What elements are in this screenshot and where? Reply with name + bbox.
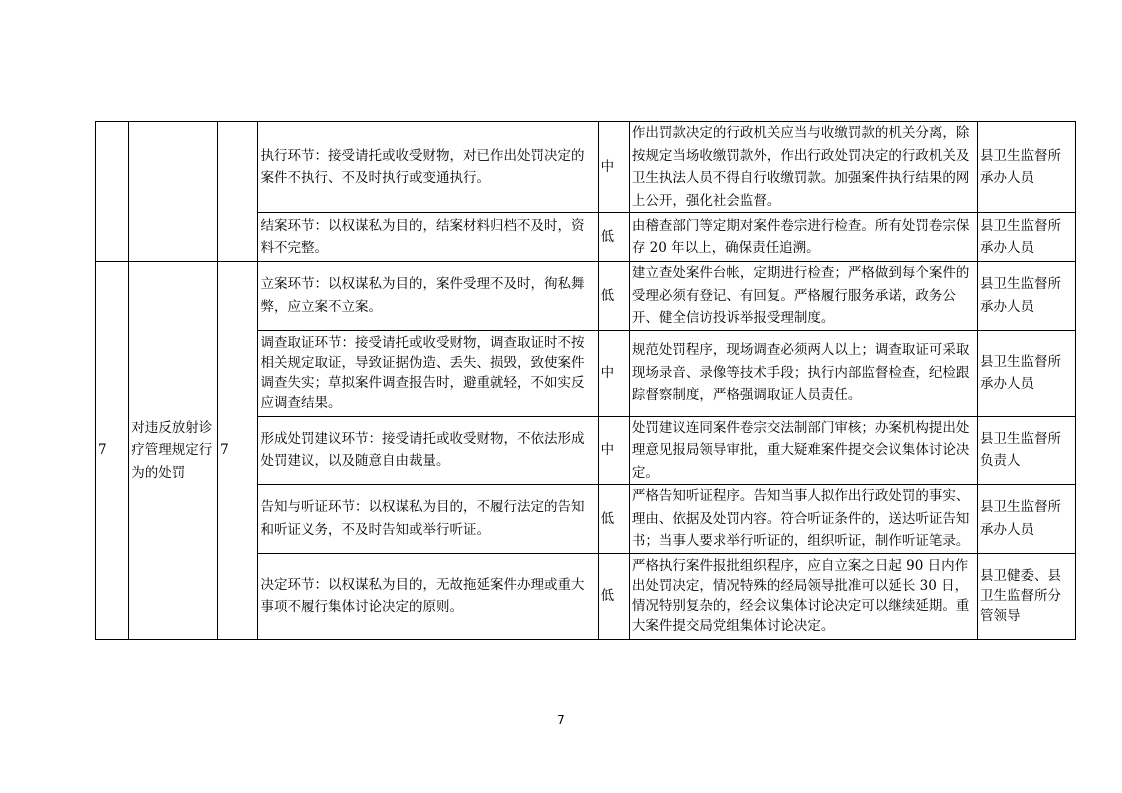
responsible-cell: 县卫生监督所承办人员 <box>978 485 1076 554</box>
table-row <box>96 122 1076 213</box>
table-row <box>96 262 1076 331</box>
level-cell: 低 <box>598 485 629 554</box>
risk-cell: 决定环节：以权谋私为目的，无故拖延案件办理或重大事项不履行集体讨论决定的原则。 <box>258 553 598 639</box>
level-cell: 低 <box>598 553 629 639</box>
risk-cell: 结案环节：以权谋私为目的，结案材料归档不及时，资料不完整。 <box>258 213 598 262</box>
risk-cell: 形成处罚建议环节：接受请托或收受财物，不依法形成处罚建议，以及随意自由裁量。 <box>258 416 598 485</box>
risk-cell: 告知与听证环节：以权谋私为目的，不履行法定的告知和听证义务，不及时告知或举行听证。 <box>258 485 598 554</box>
responsible-cell: 县卫生监督所承办人员 <box>978 330 1076 416</box>
risk-table <box>95 121 1076 640</box>
measure-cell: 严格告知听证程序。告知当事人拟作出行政处罚的事实、理由、依据及处罚内容。符合听证条件的，送达听证告知书；当事人要求举行听证的，组织听证，制作听证笔录。 <box>629 485 977 554</box>
responsible-cell: 县卫健委、县卫生监督所分管领导 <box>978 553 1076 639</box>
measure-cell: 处罚建议连同案件卷宗交法制部门审核；办案机构提出处理意见报局领导审批，重大疑难案件提交会议集体讨论决定。 <box>629 416 977 485</box>
code-cell: 7 <box>218 262 258 640</box>
risk-cell: 调查取证环节：接受请托或收受财物，调查取证时不按相关规定取证，导致证据伪造、丢失、损毁，致使案件调查失实；草拟案件调查报告时，避重就轻，不如实反应调查结果。 <box>258 330 598 416</box>
level-cell: 中 <box>598 330 629 416</box>
no-cell <box>96 122 129 262</box>
level-cell: 中 <box>598 122 629 213</box>
level-cell: 低 <box>598 262 629 331</box>
level-cell: 低 <box>598 213 629 262</box>
no-cell: 7 <box>96 262 129 640</box>
measure-cell: 规范处罚程序，现场调查必须两人以上；调查取证可采取现场录音、录像等技术手段；执行内部监督检查，纪检跟踪督察制度，严格强调取证人员责任。 <box>629 330 977 416</box>
item-cell <box>129 122 218 262</box>
measure-cell: 严格执行案件报批组织程序，应自立案之日起 90 日内作出处罚决定，情况特殊的经局领导批准可以延长 30 日，情况特别复杂的，经会议集体讨论决定可以继续延期。重大案件提交局党组集体讨论决定。 <box>629 553 977 639</box>
risk-cell: 执行环节：接受请托或收受财物，对已作出处罚决定的案件不执行、不及时执行或变通执行。 <box>258 122 598 213</box>
measure-cell: 建立查处案件台帐，定期进行检查；严格做到每个案件的受理必须有登记、有回复。严格履行服务承诺，政务公开、健全信访投诉举报受理制度。 <box>629 262 977 331</box>
risk-cell: 立案环节：以权谋私为目的，案件受理不及时，徇私舞弊，应立案不立案。 <box>258 262 598 331</box>
item-cell: 对违反放射诊疗管理规定行为的处罚 <box>129 262 218 640</box>
code-cell <box>218 122 258 262</box>
level-cell: 中 <box>598 416 629 485</box>
responsible-cell: 县卫生监督所承办人员 <box>978 262 1076 331</box>
page-number: 7 <box>557 713 565 727</box>
responsible-cell: 县卫生监督所承办人员 <box>978 122 1076 213</box>
measure-cell: 由稽查部门等定期对案件卷宗进行检查。所有处罚卷宗保存 20 年以上，确保责任追溯。 <box>629 213 977 262</box>
responsible-cell: 县卫生监督所负责人 <box>978 416 1076 485</box>
measure-cell: 作出罚款决定的行政机关应当与收缴罚款的机关分离，除按规定当场收缴罚款外，作出行政处罚决定的行政机关及卫生执法人员不得自行收缴罚款。加强案件执行结果的网上公开，强化社会监督。 <box>629 122 977 213</box>
responsible-cell: 县卫生监督所承办人员 <box>978 213 1076 262</box>
